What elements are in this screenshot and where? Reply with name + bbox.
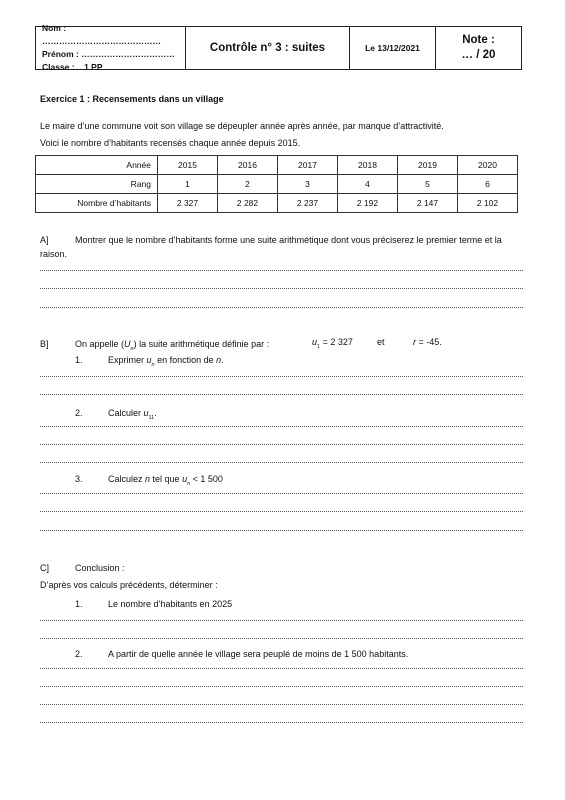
table-row: [36, 175, 518, 194]
part-b-q2: [75, 408, 157, 421]
table-cell: 6: [458, 175, 518, 194]
q-number: 1.: [75, 599, 83, 609]
answer-line[interactable]: [40, 376, 523, 377]
answer-line[interactable]: [40, 704, 523, 705]
answer-line[interactable]: [40, 493, 523, 494]
answer-line[interactable]: [40, 444, 523, 445]
sequence-name: U: [124, 339, 131, 349]
part-b-q3: [75, 474, 223, 487]
part-c-number: C]: [40, 563, 49, 573]
u-symbol: u: [312, 337, 318, 347]
answer-line[interactable]: [40, 288, 523, 289]
q-text: Exprimer: [108, 355, 147, 365]
table-cell: 2017: [278, 156, 338, 175]
u-symbol: u: [143, 408, 149, 418]
part-c-q2: [75, 649, 408, 659]
q-number: 2.: [75, 649, 83, 659]
table-cell: 2 102: [458, 194, 518, 213]
r-value: = -45.: [416, 337, 442, 347]
answer-line[interactable]: [40, 530, 523, 531]
answer-line[interactable]: [40, 426, 523, 427]
answer-line[interactable]: [40, 511, 523, 512]
row-label: Année: [36, 156, 158, 175]
q-text: .: [154, 408, 157, 418]
intro-line-1: Le maire d’une commune voit son village se dépeupler année après année, par manque d’attractivité.: [40, 121, 444, 131]
census-table: [35, 155, 518, 213]
n-index: n: [151, 361, 155, 368]
table-cell: 2 147: [398, 194, 458, 213]
part-c-q1: [75, 599, 232, 609]
table-cell: 2016: [218, 156, 278, 175]
part-b-text-before: On appelle (: [75, 339, 125, 349]
answer-line[interactable]: [40, 668, 523, 669]
classe-line: [42, 61, 185, 74]
table-cell: 2: [218, 175, 278, 194]
q-number: 1.: [75, 355, 83, 365]
answer-line[interactable]: [40, 686, 523, 687]
part-a-number: A]: [40, 235, 49, 245]
answer-line[interactable]: [40, 307, 523, 308]
part-b-number: B]: [40, 339, 49, 349]
test-date: Le 13/12/2021: [350, 27, 436, 69]
intro-line-2: Voici le nombre d’habitants recensés chaque année depuis 2015.: [40, 138, 301, 148]
table-cell: 2015: [158, 156, 218, 175]
student-info: [36, 23, 186, 72]
ratio-formula: [413, 337, 442, 347]
q-text: en fonction de: [154, 355, 217, 365]
q-text: tel que: [150, 474, 183, 484]
part-b-text-after: ) la suite arithmétique définie par :: [133, 339, 270, 349]
note-value[interactable]: … / 20: [461, 49, 496, 61]
q-text: Calculez: [108, 474, 146, 484]
table-cell: 4: [338, 175, 398, 194]
answer-line[interactable]: [40, 462, 523, 463]
n-index: n: [187, 480, 191, 487]
part-c-heading: [40, 561, 520, 575]
q-number: 2.: [75, 408, 83, 418]
u-symbol: u: [146, 355, 152, 365]
q-text: A partir de quelle année le village sera peuplé de moins de 1 500 habitants.: [108, 649, 409, 659]
table-cell: 2 192: [338, 194, 398, 213]
test-title: Contrôle n° 3 : suites: [186, 27, 350, 69]
and-word: et: [377, 337, 385, 347]
table-cell: 2 237: [278, 194, 338, 213]
answer-line[interactable]: [40, 638, 523, 639]
u11-index: 11: [148, 414, 155, 421]
part-a-question: [40, 233, 520, 261]
table-row: [36, 194, 518, 213]
q-text: Calculer: [108, 408, 144, 418]
row-label: Rang: [36, 175, 158, 194]
q-text: .: [221, 355, 224, 365]
table-cell: 2020: [458, 156, 518, 175]
q-text: < 1 500: [190, 474, 223, 484]
table-cell: 1: [158, 175, 218, 194]
table-cell: 2 327: [158, 194, 218, 213]
n-symbol: n: [216, 355, 222, 365]
q-text: Le nombre d’habitants en 2025: [108, 599, 233, 609]
nom-field[interactable]: Nom : ……………………………………: [42, 23, 161, 46]
table-cell: 3: [278, 175, 338, 194]
table-cell: 5: [398, 175, 458, 194]
exercise-title: Exercice 1 : Recensements dans un village: [40, 94, 224, 104]
classe-value: 1 PP: [84, 62, 103, 72]
row-label: Nombre d’habitants: [36, 194, 158, 213]
table-cell: 2019: [398, 156, 458, 175]
answer-line[interactable]: [40, 722, 523, 723]
r-symbol: r: [413, 337, 416, 347]
table-cell: 2 282: [218, 194, 278, 213]
first-term-formula: [312, 337, 353, 350]
table-cell: 2018: [338, 156, 398, 175]
u1-index: 1: [317, 343, 321, 350]
grade-box: [436, 27, 521, 69]
classe-label: Classe :: [42, 62, 75, 72]
answer-line[interactable]: [40, 270, 523, 271]
answer-line[interactable]: [40, 620, 523, 621]
part-a-text: Montrer que le nombre d’habitants forme une suite arithmétique dont vous préciserez le premier terme et la raison.: [40, 235, 502, 259]
n-symbol: n: [145, 474, 151, 484]
prenom-field[interactable]: Prénom : ……………………………: [42, 49, 175, 59]
sequence-index: n: [130, 345, 134, 352]
answer-line[interactable]: [40, 394, 523, 395]
part-c-title: Conclusion :: [75, 563, 125, 573]
u1-value: = 2 327: [320, 337, 353, 347]
part-b-q1: [75, 355, 224, 368]
header-box: [35, 23, 522, 72]
part-b-question: [40, 337, 520, 356]
note-label: Note :: [462, 34, 495, 46]
part-c-intro: D’après vos calculs précédents, déterminer :: [40, 580, 218, 590]
q-number: 3.: [75, 474, 83, 484]
table-row: [36, 156, 518, 175]
u-symbol: u: [182, 474, 188, 484]
